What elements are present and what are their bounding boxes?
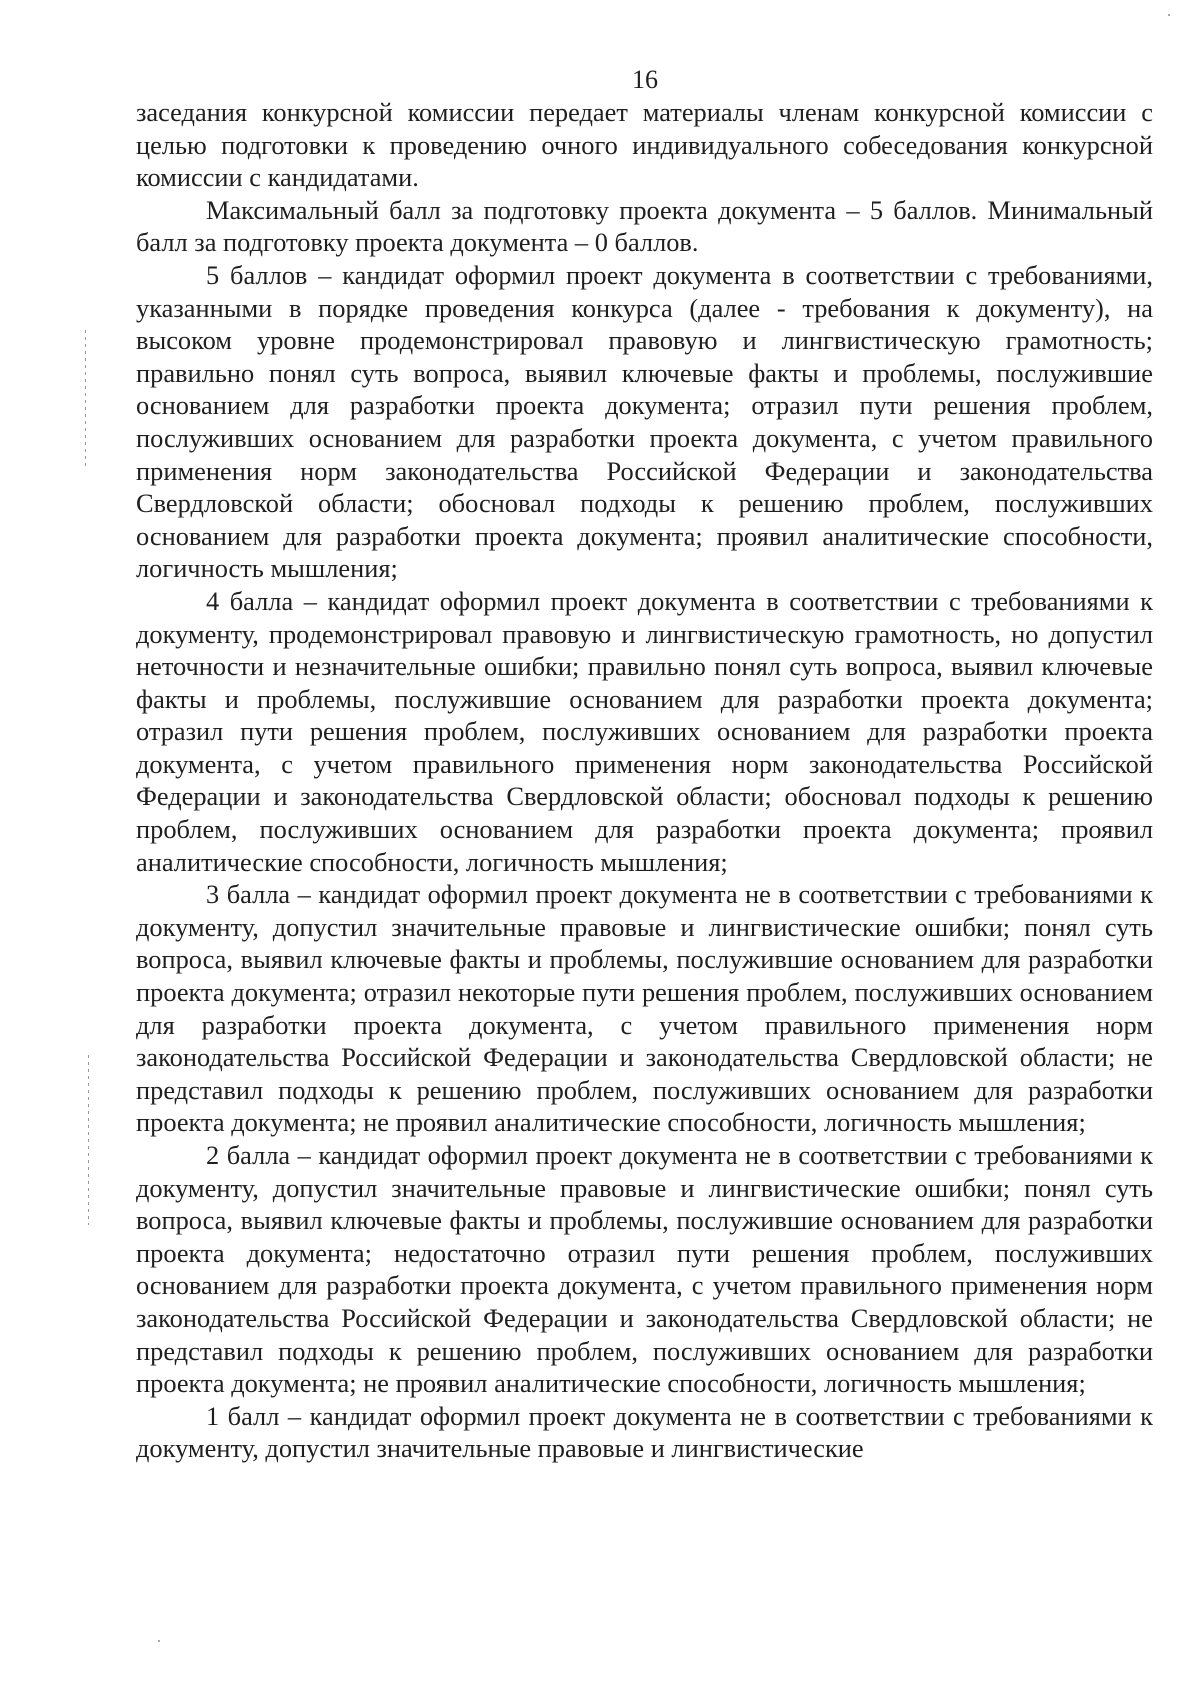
- paragraph-score-4: 4 балла – кандидат оформил проект документа в соответствии с требованиями к документу, продемонстрировал правовую и лингвистическую грамотность, но допустил неточности и незначительные ошибки; правильно понял суть вопроса, выявил ключевые факты и проблемы, послужившие основанием для разработки проекта документа; отразил пути решения проблем, послуживших основанием для разработки проекта документа, с учетом правильного применения норм законодательства Российской Федерации и законодательства Свердловской области; обосновал подходы к решению проблем, послуживших основанием для разработки проекта документа; проявил аналитические способности, логичность мышления;: [136, 585, 1153, 877]
- paragraph-continuation: заседания конкурсной комиссии передает материалы членам конкурсной комиссии с целью подготовки к проведению очного индивидуального собеседования конкурсной комиссии с кандидатами.: [136, 97, 1153, 193]
- scan-artifact-dot: [158, 1640, 160, 1642]
- paragraph-score-3: 3 балла – кандидат оформил проект документа не в соответствии с требованиями к документу, допустил значительные правовые и лингвистические ошибки; понял суть вопроса, выявил ключевые факты и проблемы, послужившие основанием для разработки проекта документа; отразил некоторые пути решения проблем, послуживших основанием для разработки проекта документа, с учетом правильного применения норм законодательства Российской Федерации и законодательства Свердловской области; не представил подходы к решению проблем, послуживших основанием для разработки проекта документа; не проявил аналитические способности, логичность мышления;: [136, 879, 1153, 1138]
- page-number: 16: [632, 65, 658, 94]
- document-body: [136, 96, 1153, 1465]
- paragraph-score-1: 1 балл – кандидат оформил проект документа не в соответствии с требованиями к документу, допустил значительные правовые и лингвистические: [136, 1400, 1153, 1464]
- paragraph-max-min-score: Максимальный балл за подготовку проекта документа – 5 баллов. Минимальный балл за подготовку проекта документа – 0 баллов.: [136, 194, 1153, 258]
- paragraph-score-5: 5 баллов – кандидат оформил проект документа в соответствии с требованиями, указанными в порядке проведения конкурса (далее - требования к документу), на высоком уровне продемонстрировал правовую и лингвистическую грамотность; правильно понял суть вопроса, выявил ключевые факты и проблемы, послужившие основанием для разработки проекта документа; отразил пути решения проблем, послуживших основанием для разработки проекта документа, с учетом правильного применения норм законодательства Российской Федерации и законодательства Свердловской области; обосновал подходы к решению проблем, послуживших основанием для разработки проекта документа; проявил аналитические способности, логичность мышления;: [136, 259, 1153, 584]
- paragraph-score-2: 2 балла – кандидат оформил проект документа не в соответствии с требованиями к документу, допустил значительные правовые и лингвистические ошибки; понял суть вопроса, выявил ключевые факты и проблемы, послужившие основанием для разработки проекта документа; недостаточно отразил пути решения проблем, послуживших основанием для разработки проекта документа, с учетом правильного применения норм законодательства Российской Федерации и законодательства Свердловской области; не представил подходы к решению проблем, послуживших основанием для разработки проекта документа; не проявил аналитические способности, логичность мышления;: [136, 1140, 1153, 1399]
- scan-artifact-mark: [88, 1055, 89, 1225]
- scan-artifact-dot: [1168, 14, 1170, 16]
- scan-artifact-mark: [85, 330, 86, 470]
